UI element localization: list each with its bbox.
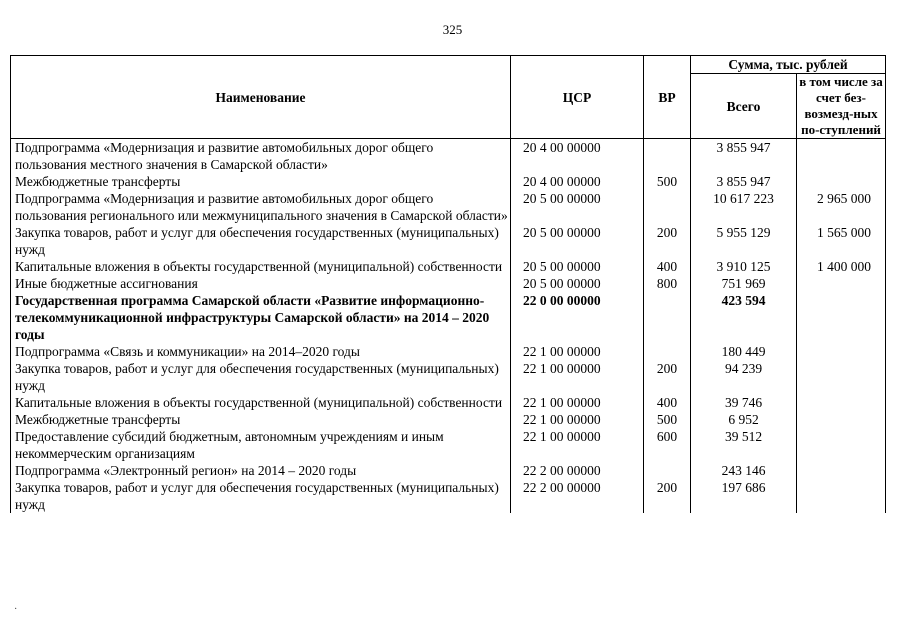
row-vr [644,190,691,224]
row-name: Государственная программа Самарской области «Развитие информационно-телекоммуникационной инфраструктуры Самарской области» на 2014 – 2020 годы [11,292,511,343]
table-row [11,258,886,275]
row-csr: 20 5 00 00000 [511,275,644,292]
row-csr: 20 5 00 00000 [511,190,644,224]
row-name: Закупка товаров, работ и услуг для обеспечения государственных (муниципальных) нужд [11,479,511,513]
row-name: Закупка товаров, работ и услуг для обеспечения государственных (муниципальных) нужд [11,360,511,394]
row-name: Подпрограмма «Модернизация и развитие автомобильных дорог общего пользования регионального или межмуниципального значения в Самарской области» [11,190,511,224]
row-name: Подпрограмма «Электронный регион» на 2014 – 2020 годы [11,462,511,479]
row-grant [797,292,886,343]
row-grant [797,394,886,411]
row-vr: 500 [644,173,691,190]
row-vr [644,462,691,479]
table-row [11,275,886,292]
row-name: Капитальные вложения в объекты государственной (муниципальной) собственности [11,394,511,411]
row-csr: 22 2 00 00000 [511,479,644,513]
row-total: 3 855 947 [691,139,797,174]
table-row [11,411,886,428]
row-name: Межбюджетные трансферты [11,173,511,190]
row-total: 3 855 947 [691,173,797,190]
table-row [11,462,886,479]
header-vr: ВР [644,56,691,139]
row-total: 197 686 [691,479,797,513]
row-total: 6 952 [691,411,797,428]
row-vr: 400 [644,394,691,411]
row-name: Межбюджетные трансферты [11,411,511,428]
row-csr: 20 4 00 00000 [511,173,644,190]
table-row [11,173,886,190]
header-grant: в том числе за счет без-возмезд-ных по-ступлений [797,74,886,139]
table-row [11,224,886,258]
budget-table [10,55,886,513]
row-grant [797,428,886,462]
table-row [11,292,886,343]
table-body [11,139,886,514]
scan-dot: · [14,604,18,615]
table-row [11,479,886,513]
row-name: Закупка товаров, работ и услуг для обеспечения государственных (муниципальных) нужд [11,224,511,258]
row-total: 94 239 [691,360,797,394]
row-csr: 22 1 00 00000 [511,428,644,462]
row-csr: 22 1 00 00000 [511,411,644,428]
row-grant [797,173,886,190]
header-total: Всего [691,74,797,139]
table-row [11,428,886,462]
row-grant [797,411,886,428]
table-header [11,56,886,139]
row-grant [797,275,886,292]
row-csr: 22 1 00 00000 [511,360,644,394]
row-vr: 200 [644,479,691,513]
table-row [11,394,886,411]
row-grant [797,479,886,513]
row-csr: 22 1 00 00000 [511,394,644,411]
table-row [11,190,886,224]
header-csr: ЦСР [511,56,644,139]
row-grant: 2 965 000 [797,190,886,224]
row-total: 180 449 [691,343,797,360]
table-row [11,343,886,360]
row-name: Капитальные вложения в объекты государственной (муниципальной) собственности [11,258,511,275]
row-vr [644,343,691,360]
row-vr: 200 [644,224,691,258]
row-csr: 20 5 00 00000 [511,258,644,275]
row-csr: 20 4 00 00000 [511,139,644,174]
row-total: 10 617 223 [691,190,797,224]
table-row [11,360,886,394]
row-grant [797,139,886,174]
row-name: Иные бюджетные ассигнования [11,275,511,292]
row-total: 39 512 [691,428,797,462]
row-total: 3 910 125 [691,258,797,275]
row-total: 751 969 [691,275,797,292]
row-grant: 1 565 000 [797,224,886,258]
row-name: Подпрограмма «Связь и коммуникации» на 2014–2020 годы [11,343,511,360]
row-vr: 600 [644,428,691,462]
header-sum: Сумма, тыс. рублей [691,56,886,74]
row-grant [797,462,886,479]
row-csr: 22 1 00 00000 [511,343,644,360]
row-vr: 400 [644,258,691,275]
row-name: Предоставление субсидий бюджетным, автономным учреждениям и иным некоммерческим организациям [11,428,511,462]
row-vr [644,139,691,174]
row-name: Подпрограмма «Модернизация и развитие автомобильных дорог общего пользования местного значения в Самарской области» [11,139,511,174]
row-total: 5 955 129 [691,224,797,258]
row-vr: 800 [644,275,691,292]
row-grant: 1 400 000 [797,258,886,275]
row-csr: 20 5 00 00000 [511,224,644,258]
row-total: 423 594 [691,292,797,343]
page-number: 325 [442,22,463,37]
row-csr: 22 0 00 00000 [511,292,644,343]
table-row [11,139,886,174]
row-vr: 200 [644,360,691,394]
row-total: 243 146 [691,462,797,479]
row-total: 39 746 [691,394,797,411]
row-vr: 500 [644,411,691,428]
row-grant [797,360,886,394]
row-csr: 22 2 00 00000 [511,462,644,479]
row-grant [797,343,886,360]
row-vr [644,292,691,343]
header-name: Наименование [11,56,511,139]
